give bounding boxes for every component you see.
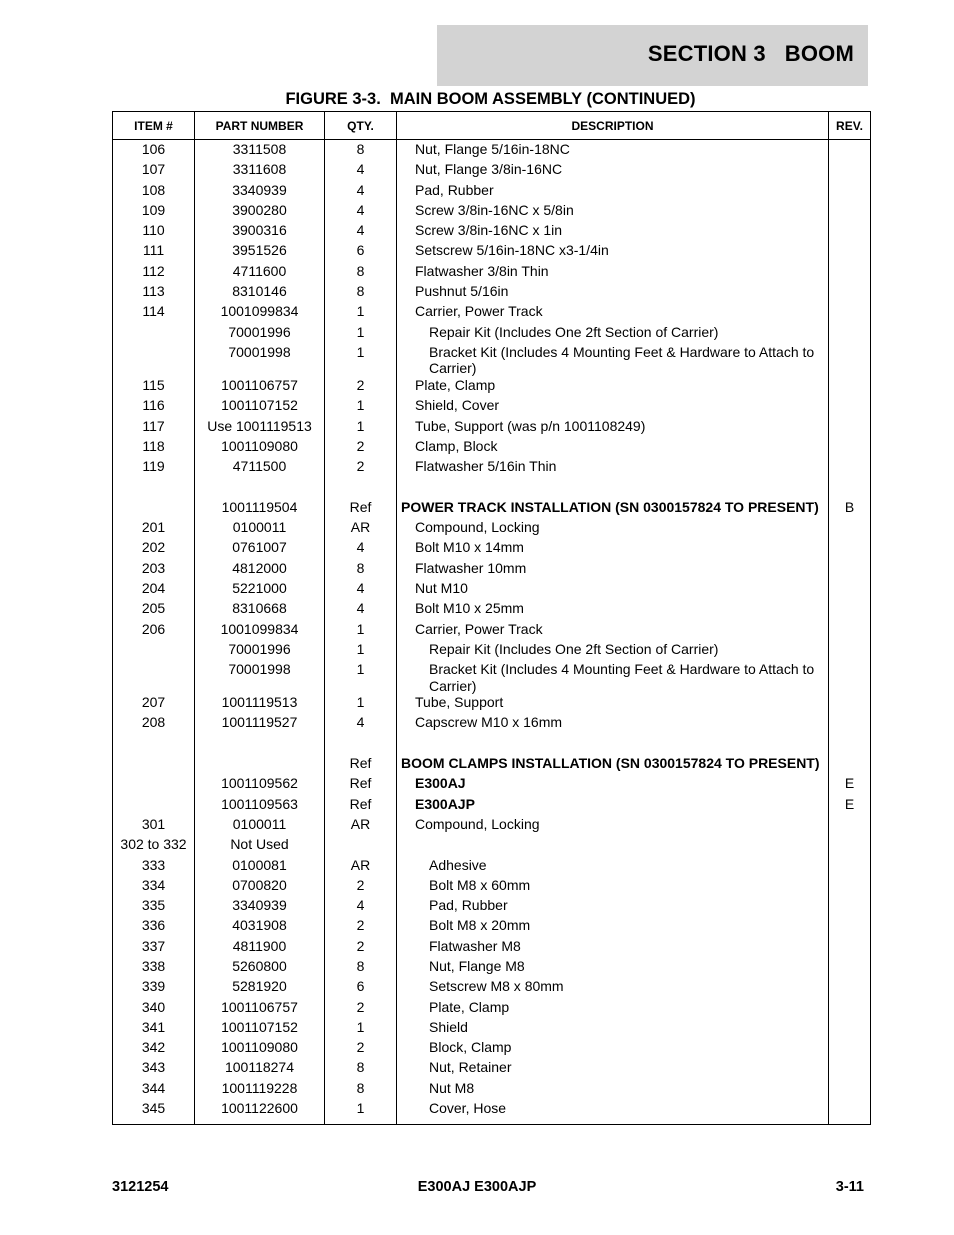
qty-cell: 1 — [325, 694, 397, 714]
part-number-cell: 1001099834 — [195, 303, 325, 323]
column-header-rev: REV. — [829, 112, 871, 140]
item-cell — [113, 755, 195, 775]
description-cell: Bolt M8 x 60mm — [397, 877, 829, 897]
item-cell: 345 — [113, 1100, 195, 1125]
rev-cell — [829, 222, 871, 242]
description-cell: Nut, Flange 3/8in-16NC — [397, 161, 829, 181]
item-cell: 108 — [113, 182, 195, 202]
part-number-cell: 0761007 — [195, 539, 325, 559]
part-number-cell: 100118274 — [195, 1059, 325, 1079]
qty-cell: 1 — [325, 1100, 397, 1125]
rev-cell — [829, 397, 871, 417]
item-cell: 207 — [113, 694, 195, 714]
item-cell: 341 — [113, 1019, 195, 1039]
item-cell: 116 — [113, 397, 195, 417]
part-number-cell: Use 1001119513 — [195, 418, 325, 438]
qty-cell: 4 — [325, 161, 397, 181]
qty-cell: 6 — [325, 978, 397, 998]
qty-cell — [325, 735, 397, 755]
description-cell: Shield — [397, 1019, 829, 1039]
item-cell: 208 — [113, 714, 195, 734]
item-cell — [113, 735, 195, 755]
description-cell: Shield, Cover — [397, 397, 829, 417]
rev-cell — [829, 418, 871, 438]
item-cell: 109 — [113, 202, 195, 222]
table-row — [113, 775, 871, 795]
figure-title: FIGURE 3-3. MAIN BOOM ASSEMBLY (CONTINUED) — [285, 90, 696, 108]
part-number-cell: 1001119228 — [195, 1080, 325, 1100]
item-cell: 117 — [113, 418, 195, 438]
table-row — [113, 539, 871, 559]
part-number-cell: 5260800 — [195, 958, 325, 978]
rev-cell — [829, 560, 871, 580]
table-row — [113, 222, 871, 242]
rev-cell — [829, 714, 871, 734]
rev-cell — [829, 377, 871, 397]
part-number-cell: 70001998 — [195, 344, 325, 377]
item-cell: 335 — [113, 897, 195, 917]
rev-cell — [829, 978, 871, 998]
description-cell: Plate, Clamp — [397, 999, 829, 1019]
description-cell: Flatwasher 3/8in Thin — [397, 263, 829, 283]
part-number-cell: 0700820 — [195, 877, 325, 897]
part-number-cell: 5281920 — [195, 978, 325, 998]
qty-cell: 1 — [325, 324, 397, 344]
qty-cell: 4 — [325, 600, 397, 620]
part-number-cell: 1001107152 — [195, 1019, 325, 1039]
part-number-cell: 3311608 — [195, 161, 325, 181]
qty-cell — [325, 836, 397, 856]
item-cell: 205 — [113, 600, 195, 620]
description-cell: Bracket Kit (Includes 4 Mounting Feet & Hardware to Attach to Carrier) — [397, 344, 829, 377]
column-header-part-number: PART NUMBER — [195, 112, 325, 140]
table-row — [113, 324, 871, 344]
qty-cell — [325, 478, 397, 498]
rev-cell — [829, 539, 871, 559]
rev-cell: B — [829, 499, 871, 519]
description-cell: Plate, Clamp — [397, 377, 829, 397]
description-cell: Bolt M8 x 20mm — [397, 917, 829, 937]
table-row — [113, 1059, 871, 1079]
description-cell: Adhesive — [397, 857, 829, 877]
rev-cell — [829, 303, 871, 323]
description-cell: Compound, Locking — [397, 519, 829, 539]
table-row — [113, 714, 871, 734]
description-cell: Block, Clamp — [397, 1039, 829, 1059]
part-number-cell: 4811900 — [195, 938, 325, 958]
qty-cell: 2 — [325, 917, 397, 937]
qty-cell: 2 — [325, 377, 397, 397]
qty-cell: 8 — [325, 958, 397, 978]
qty-cell: 1 — [325, 303, 397, 323]
description-cell: Cover, Hose — [397, 1100, 829, 1125]
footer-document-number: 3121254 — [112, 1179, 169, 1195]
rev-cell — [829, 140, 871, 162]
qty-cell: 2 — [325, 999, 397, 1019]
rev-cell — [829, 324, 871, 344]
part-number-cell: 0100011 — [195, 519, 325, 539]
rev-cell — [829, 938, 871, 958]
rev-cell — [829, 661, 871, 694]
item-cell — [113, 641, 195, 661]
part-number-cell: 1001099834 — [195, 621, 325, 641]
rev-cell — [829, 202, 871, 222]
item-cell — [113, 499, 195, 519]
description-cell — [397, 836, 829, 856]
item-cell: 334 — [113, 877, 195, 897]
table-row — [113, 458, 871, 478]
rev-cell — [829, 1039, 871, 1059]
item-cell: 201 — [113, 519, 195, 539]
item-cell: 302 to 332 — [113, 836, 195, 856]
description-cell: Tube, Support (was p/n 1001108249) — [397, 418, 829, 438]
rev-cell — [829, 999, 871, 1019]
description-cell — [397, 735, 829, 755]
qty-cell: 4 — [325, 222, 397, 242]
table-row — [113, 877, 871, 897]
part-number-cell: 1001122600 — [195, 1100, 325, 1125]
rev-cell — [829, 1080, 871, 1100]
qty-cell: Ref — [325, 755, 397, 775]
part-number-cell: 1001109563 — [195, 796, 325, 816]
item-cell — [113, 478, 195, 498]
table-row — [113, 478, 871, 498]
description-cell: Nut M10 — [397, 580, 829, 600]
table-row — [113, 242, 871, 262]
rev-cell — [829, 641, 871, 661]
table-row — [113, 1019, 871, 1039]
description-cell: Pad, Rubber — [397, 182, 829, 202]
part-number-cell: 4711500 — [195, 458, 325, 478]
qty-cell: 1 — [325, 621, 397, 641]
item-cell: 333 — [113, 857, 195, 877]
qty-cell: 2 — [325, 1039, 397, 1059]
description-cell: Carrier, Power Track — [397, 303, 829, 323]
description-cell: Clamp, Block — [397, 438, 829, 458]
part-number-cell: Not Used — [195, 836, 325, 856]
rev-cell — [829, 438, 871, 458]
item-cell — [113, 661, 195, 694]
description-cell: Carrier, Power Track — [397, 621, 829, 641]
part-number-cell: 1001119504 — [195, 499, 325, 519]
qty-cell: AR — [325, 857, 397, 877]
table-row — [113, 1080, 871, 1100]
table-row — [113, 600, 871, 620]
item-cell: 339 — [113, 978, 195, 998]
item-cell: 343 — [113, 1059, 195, 1079]
description-cell: Nut, Flange M8 — [397, 958, 829, 978]
rev-cell — [829, 897, 871, 917]
qty-cell: AR — [325, 816, 397, 836]
column-header-item: ITEM # — [113, 112, 195, 140]
qty-cell: 8 — [325, 1080, 397, 1100]
part-number-cell: 1001109562 — [195, 775, 325, 795]
item-cell — [113, 344, 195, 377]
table-row — [113, 202, 871, 222]
table-row — [113, 1039, 871, 1059]
qty-cell: 4 — [325, 714, 397, 734]
part-number-cell — [195, 735, 325, 755]
table-row — [113, 621, 871, 641]
rev-cell — [829, 242, 871, 262]
rev-cell — [829, 478, 871, 498]
description-cell: Nut, Retainer — [397, 1059, 829, 1079]
item-cell: 113 — [113, 283, 195, 303]
rev-cell — [829, 600, 871, 620]
qty-cell: 1 — [325, 661, 397, 694]
part-number-cell: 3951526 — [195, 242, 325, 262]
qty-cell: 4 — [325, 182, 397, 202]
part-number-cell: 3340939 — [195, 182, 325, 202]
item-cell: 106 — [113, 140, 195, 162]
part-number-cell: 1001109080 — [195, 1039, 325, 1059]
description-cell: Repair Kit (Includes One 2ft Section of Carrier) — [397, 324, 829, 344]
table-row — [113, 857, 871, 877]
rev-cell: E — [829, 796, 871, 816]
rev-cell: E — [829, 775, 871, 795]
rev-cell — [829, 735, 871, 755]
table-row — [113, 499, 871, 519]
item-cell: 115 — [113, 377, 195, 397]
qty-cell: 2 — [325, 938, 397, 958]
item-cell: 111 — [113, 242, 195, 262]
part-number-cell: 1001106757 — [195, 999, 325, 1019]
part-number-cell: 8310668 — [195, 600, 325, 620]
table-row — [113, 438, 871, 458]
qty-cell: 4 — [325, 897, 397, 917]
part-number-cell: 1001119513 — [195, 694, 325, 714]
description-cell: Bolt M10 x 14mm — [397, 539, 829, 559]
qty-cell: 4 — [325, 580, 397, 600]
description-cell: E300AJ — [397, 775, 829, 795]
description-cell: Bolt M10 x 25mm — [397, 600, 829, 620]
description-cell: BOOM CLAMPS INSTALLATION (SN 0300157824 TO PRESENT) — [397, 755, 829, 775]
part-number-cell: 0100081 — [195, 857, 325, 877]
description-cell: E300AJP — [397, 796, 829, 816]
table-row — [113, 641, 871, 661]
table-row — [113, 344, 871, 377]
rev-cell — [829, 182, 871, 202]
qty-cell: AR — [325, 519, 397, 539]
table-row — [113, 836, 871, 856]
item-cell: 203 — [113, 560, 195, 580]
item-cell: 107 — [113, 161, 195, 181]
description-cell: Flatwasher 10mm — [397, 560, 829, 580]
description-cell — [397, 478, 829, 498]
table-row — [113, 694, 871, 714]
table-row — [113, 816, 871, 836]
table-row — [113, 999, 871, 1019]
footer-model: E300AJ E300AJP — [417, 1179, 537, 1195]
qty-cell: 1 — [325, 641, 397, 661]
rev-cell — [829, 1059, 871, 1079]
table-row — [113, 917, 871, 937]
rev-cell — [829, 694, 871, 714]
description-cell: Flatwasher 5/16in Thin — [397, 458, 829, 478]
part-number-cell: 4031908 — [195, 917, 325, 937]
item-cell: 337 — [113, 938, 195, 958]
table-row — [113, 755, 871, 775]
qty-cell: 2 — [325, 438, 397, 458]
qty-cell: 1 — [325, 344, 397, 377]
section-header — [437, 25, 868, 86]
rev-cell — [829, 857, 871, 877]
qty-cell: 8 — [325, 140, 397, 162]
rev-cell — [829, 1100, 871, 1125]
table-row — [113, 580, 871, 600]
rev-cell — [829, 816, 871, 836]
part-number-cell: 5221000 — [195, 580, 325, 600]
part-number-cell: 0100011 — [195, 816, 325, 836]
parts-table — [112, 111, 871, 1125]
table-row — [113, 735, 871, 755]
table-row — [113, 303, 871, 323]
description-cell: Nut M8 — [397, 1080, 829, 1100]
column-header-qty: QTY. — [325, 112, 397, 140]
item-cell: 110 — [113, 222, 195, 242]
qty-cell: 4 — [325, 539, 397, 559]
rev-cell — [829, 458, 871, 478]
description-cell: Pushnut 5/16in — [397, 283, 829, 303]
rev-cell — [829, 161, 871, 181]
section-title: SECTION 3 BOOM — [647, 41, 854, 66]
table-row — [113, 161, 871, 181]
item-cell: 344 — [113, 1080, 195, 1100]
qty-cell: 1 — [325, 1019, 397, 1039]
description-cell: Compound, Locking — [397, 816, 829, 836]
part-number-cell: 3311508 — [195, 140, 325, 162]
qty-cell: 4 — [325, 202, 397, 222]
part-number-cell: 70001996 — [195, 641, 325, 661]
table-row — [113, 377, 871, 397]
item-cell: 114 — [113, 303, 195, 323]
qty-cell: 2 — [325, 458, 397, 478]
qty-cell: Ref — [325, 775, 397, 795]
part-number-cell: 8310146 — [195, 283, 325, 303]
part-number-cell: 1001107152 — [195, 397, 325, 417]
qty-cell: 8 — [325, 283, 397, 303]
part-number-cell: 1001109080 — [195, 438, 325, 458]
table-row — [113, 182, 871, 202]
item-cell: 112 — [113, 263, 195, 283]
item-cell: 301 — [113, 816, 195, 836]
part-number-cell: 4812000 — [195, 560, 325, 580]
part-number-cell: 1001119527 — [195, 714, 325, 734]
table-row — [113, 958, 871, 978]
qty-cell: 2 — [325, 877, 397, 897]
item-cell: 342 — [113, 1039, 195, 1059]
table-row — [113, 938, 871, 958]
item-cell: 118 — [113, 438, 195, 458]
description-cell: POWER TRACK INSTALLATION (SN 0300157824 TO PRESENT) — [397, 499, 829, 519]
rev-cell — [829, 958, 871, 978]
rev-cell — [829, 283, 871, 303]
item-cell: 206 — [113, 621, 195, 641]
rev-cell — [829, 344, 871, 377]
parts-table-body — [113, 140, 871, 1125]
item-cell: 202 — [113, 539, 195, 559]
table-header-row — [113, 112, 871, 140]
qty-cell: 1 — [325, 418, 397, 438]
description-cell: Screw 3/8in-16NC x 1in — [397, 222, 829, 242]
part-number-cell — [195, 755, 325, 775]
item-cell: 338 — [113, 958, 195, 978]
description-cell: Flatwasher M8 — [397, 938, 829, 958]
table-row — [113, 283, 871, 303]
table-row — [113, 661, 871, 694]
part-number-cell: 3900280 — [195, 202, 325, 222]
description-cell: Setscrew M8 x 80mm — [397, 978, 829, 998]
table-row — [113, 796, 871, 816]
item-cell: 336 — [113, 917, 195, 937]
rev-cell — [829, 621, 871, 641]
item-cell: 204 — [113, 580, 195, 600]
table-row — [113, 263, 871, 283]
part-number-cell — [195, 478, 325, 498]
part-number-cell: 1001106757 — [195, 377, 325, 397]
qty-cell: Ref — [325, 796, 397, 816]
rev-cell — [829, 1019, 871, 1039]
item-cell: 119 — [113, 458, 195, 478]
table-row — [113, 1100, 871, 1125]
part-number-cell: 3340939 — [195, 897, 325, 917]
part-number-cell: 3900316 — [195, 222, 325, 242]
description-cell: Setscrew 5/16in-18NC x3-1/4in — [397, 242, 829, 262]
qty-cell: 1 — [325, 397, 397, 417]
rev-cell — [829, 877, 871, 897]
qty-cell: 6 — [325, 242, 397, 262]
description-cell: Repair Kit (Includes One 2ft Section of Carrier) — [397, 641, 829, 661]
rev-cell — [829, 580, 871, 600]
item-cell — [113, 775, 195, 795]
rev-cell — [829, 755, 871, 775]
description-cell: Bracket Kit (Includes 4 Mounting Feet & Hardware to Attach to Carrier) — [397, 661, 829, 694]
table-row — [113, 560, 871, 580]
table-row — [113, 897, 871, 917]
description-cell: Tube, Support — [397, 694, 829, 714]
qty-cell: 8 — [325, 560, 397, 580]
column-header-description: DESCRIPTION — [397, 112, 829, 140]
qty-cell: 8 — [325, 1059, 397, 1079]
part-number-cell: 70001998 — [195, 661, 325, 694]
table-row — [113, 397, 871, 417]
table-row — [113, 140, 871, 162]
description-cell: Pad, Rubber — [397, 897, 829, 917]
qty-cell: 8 — [325, 263, 397, 283]
item-cell — [113, 324, 195, 344]
footer-page-number: 3-11 — [835, 1179, 864, 1195]
part-number-cell: 70001996 — [195, 324, 325, 344]
qty-cell: Ref — [325, 499, 397, 519]
table-row — [113, 418, 871, 438]
item-cell: 340 — [113, 999, 195, 1019]
rev-cell — [829, 519, 871, 539]
description-cell: Capscrew M10 x 16mm — [397, 714, 829, 734]
rev-cell — [829, 836, 871, 856]
part-number-cell: 4711600 — [195, 263, 325, 283]
table-row — [113, 978, 871, 998]
table-row — [113, 519, 871, 539]
item-cell — [113, 796, 195, 816]
description-cell: Screw 3/8in-16NC x 5/8in — [397, 202, 829, 222]
description-cell: Nut, Flange 5/16in-18NC — [397, 140, 829, 162]
rev-cell — [829, 917, 871, 937]
rev-cell — [829, 263, 871, 283]
